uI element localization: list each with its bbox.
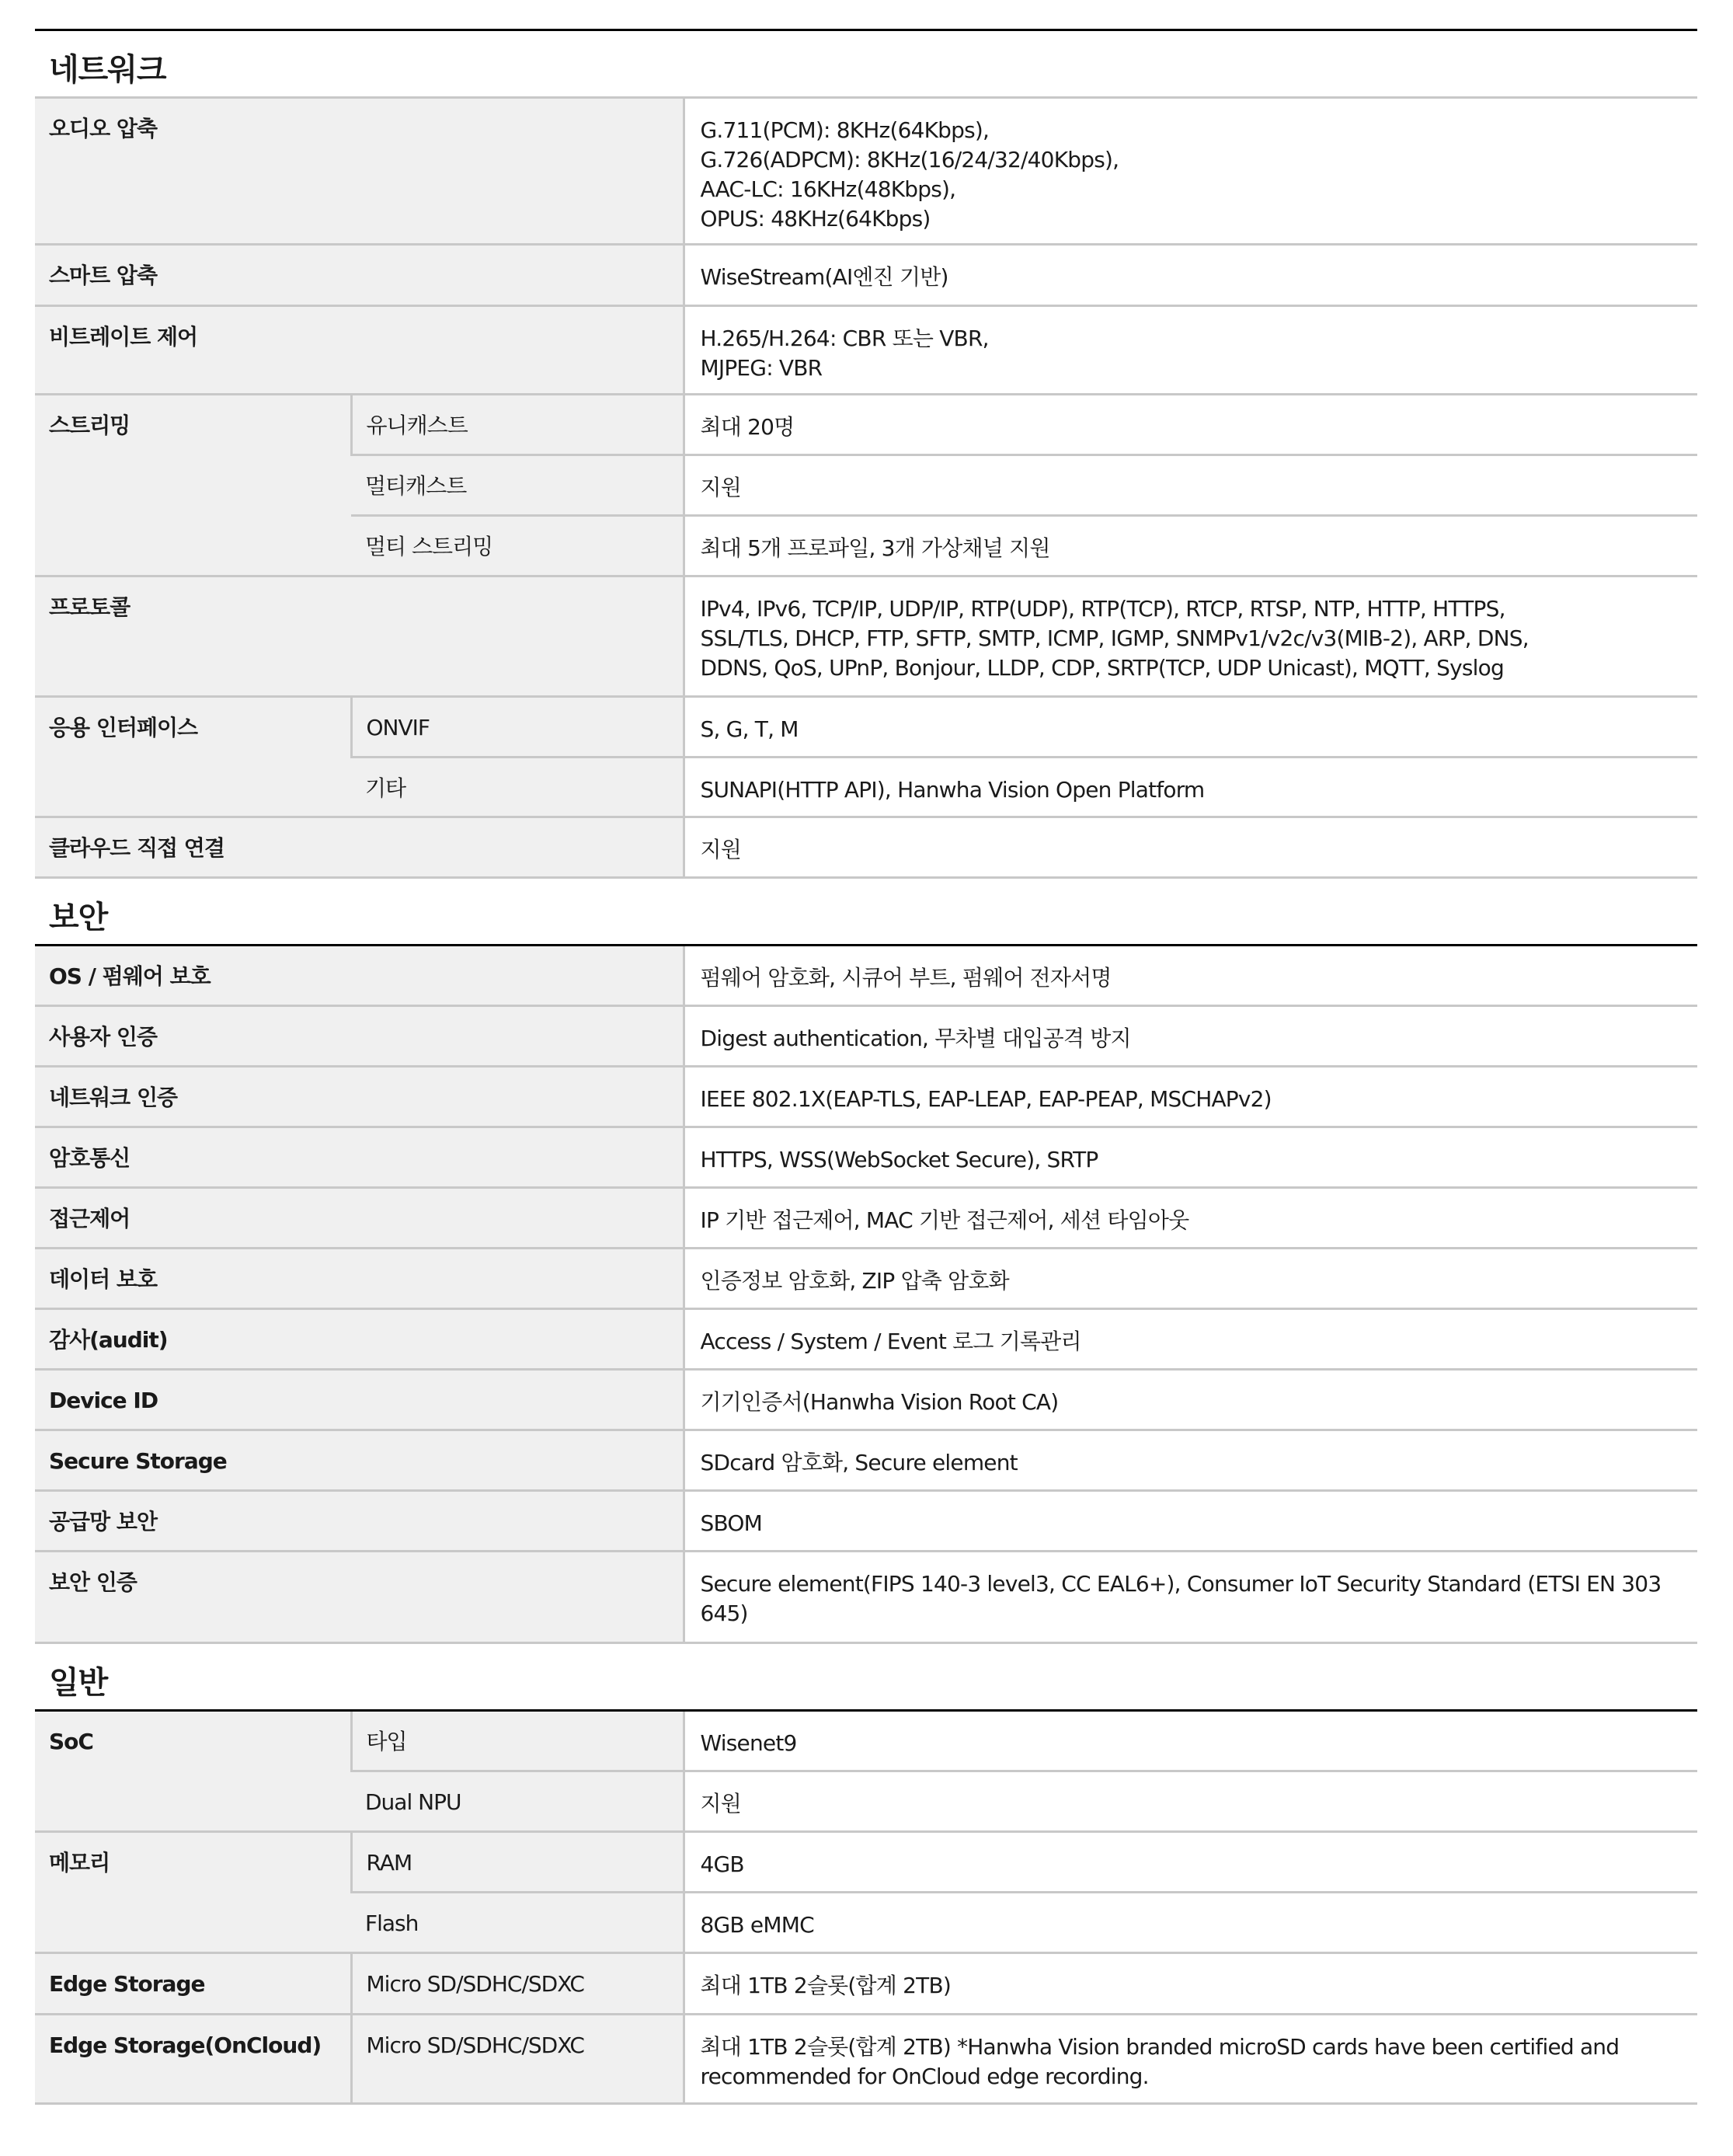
row-label: 데이터 보호 — [35, 1249, 684, 1309]
row-sublabel: 유니캐스트 — [351, 395, 684, 455]
row-security — [35, 1067, 1697, 1127]
row-security — [35, 1249, 1697, 1309]
row-bitrate-control — [35, 306, 1697, 395]
row-label: 스마트 압축 — [35, 245, 684, 306]
row-sublabel: Micro SD/SDHC/SDXC — [351, 2015, 684, 2104]
row-security — [35, 946, 1697, 1006]
row-label: 비트레이트 제어 — [35, 306, 684, 395]
row-sublabel: 타입 — [351, 1711, 684, 1771]
row-label: 프로토콜 — [35, 576, 684, 697]
row-security — [35, 1309, 1697, 1370]
row-label: Secure Storage — [35, 1430, 684, 1491]
row-value — [684, 98, 1697, 245]
value-line: MJPEG: VBR — [700, 355, 823, 381]
row-label: Edge Storage(OnCloud) — [35, 2015, 351, 2104]
row-label: 공급망 보안 — [35, 1491, 684, 1552]
value-line: H.265/H.264: CBR 또는 VBR, — [700, 326, 989, 351]
section-header-security — [35, 878, 1697, 946]
row-label: 암호통신 — [35, 1127, 684, 1188]
section-header-general — [35, 1643, 1697, 1711]
row-value: SBOM — [684, 1491, 1697, 1552]
row-memory-ram — [35, 1832, 1697, 1893]
row-security — [35, 1491, 1697, 1552]
row-security — [35, 1370, 1697, 1430]
row-value: Secure element(FIPS 140-3 level3, CC EAL6+), Consumer IoT Security Standard (ETSI EN 303 645) — [684, 1552, 1697, 1643]
row-value: 최대 20명 — [684, 395, 1697, 455]
row-value: 최대 1TB 2슬롯(합계 2TB) — [684, 1953, 1697, 2015]
section-title: 네트워크 — [49, 52, 166, 88]
row-label: 사용자 인증 — [35, 1006, 684, 1067]
row-label: 접근제어 — [35, 1188, 684, 1249]
row-label: 메모리 — [35, 1832, 351, 1953]
row-value — [684, 306, 1697, 395]
row-sublabel: 멀티 스트리밍 — [351, 516, 684, 576]
row-label: 보안 인증 — [35, 1552, 684, 1643]
row-label: 스트리밍 — [35, 395, 351, 576]
row-label: 감사(audit) — [35, 1309, 684, 1370]
row-protocol — [35, 576, 1697, 697]
section-title: 보안 — [49, 900, 108, 935]
row-value: 지원 — [684, 1771, 1697, 1832]
row-sublabel: 기타 — [351, 758, 684, 817]
row-security — [35, 1430, 1697, 1491]
row-smart-compression — [35, 245, 1697, 306]
row-label: Edge Storage — [35, 1953, 351, 2015]
row-streaming-unicast — [35, 395, 1697, 455]
section-title: 일반 — [49, 1665, 108, 1701]
row-value: 8GB eMMC — [684, 1893, 1697, 1953]
row-sublabel: RAM — [351, 1832, 684, 1893]
row-security — [35, 1188, 1697, 1249]
row-value: SDcard 암호화, Secure element — [684, 1430, 1697, 1491]
row-sublabel: ONVIF — [351, 697, 684, 758]
row-label: SoC — [35, 1711, 351, 1832]
row-value: 4GB — [684, 1832, 1697, 1893]
row-value: 기기인증서(Hanwha Vision Root CA) — [684, 1370, 1697, 1430]
row-soc-type — [35, 1711, 1697, 1771]
row-value: S, G, T, M — [684, 697, 1697, 758]
row-label: 오디오 압축 — [35, 98, 684, 245]
row-value: HTTPS, WSS(WebSocket Secure), SRTP — [684, 1127, 1697, 1188]
row-audio-compression — [35, 98, 1697, 245]
row-value: 최대 5개 프로파일, 3개 가상채널 지원 — [684, 516, 1697, 576]
row-value — [684, 576, 1697, 697]
value-line: G.711(PCM): 8KHz(64Kbps), — [700, 117, 990, 143]
row-label: 네트워크 인증 — [35, 1067, 684, 1127]
row-cloud-direct — [35, 817, 1697, 878]
value-line: DDNS, QoS, UPnP, Bonjour, LLDP, CDP, SRTP(TCP, UDP Unicast), MQTT, Syslog — [700, 655, 1504, 681]
row-value: 지원 — [684, 455, 1697, 516]
row-value: WiseStream(AI엔진 기반) — [684, 245, 1697, 306]
row-value: IEEE 802.1X(EAP-TLS, EAP-LEAP, EAP-PEAP, MSCHAPv2) — [684, 1067, 1697, 1127]
row-value: SUNAPI(HTTP API), Hanwha Vision Open Platform — [684, 758, 1697, 817]
value-line: AAC-LC: 16KHz(48Kbps), — [700, 176, 956, 202]
row-app-interface-onvif — [35, 697, 1697, 758]
row-sublabel: Dual NPU — [351, 1771, 684, 1832]
row-value: IP 기반 접근제어, MAC 기반 접근제어, 세션 타임아웃 — [684, 1188, 1697, 1249]
row-label: Device ID — [35, 1370, 684, 1430]
row-edge-storage-oncloud — [35, 2015, 1697, 2104]
value-line: G.726(ADPCM): 8KHz(16/24/32/40Kbps), — [700, 147, 1119, 172]
row-value: 최대 1TB 2슬롯(합계 2TB) *Hanwha Vision branded microSD cards have been certified and recommended for OnCloud edge recording. — [684, 2015, 1697, 2104]
spec-table-container — [35, 29, 1697, 2105]
row-label: 클라우드 직접 연결 — [35, 817, 684, 878]
row-sublabel: Flash — [351, 1893, 684, 1953]
row-label: 응용 인터페이스 — [35, 697, 351, 817]
row-value: Wisenet9 — [684, 1711, 1697, 1771]
row-value: 인증정보 암호화, ZIP 압축 암호화 — [684, 1249, 1697, 1309]
row-security — [35, 1006, 1697, 1067]
row-sublabel: Micro SD/SDHC/SDXC — [351, 1953, 684, 2015]
row-value: 펌웨어 암호화, 시큐어 부트, 펌웨어 전자서명 — [684, 946, 1697, 1006]
row-edge-storage — [35, 1953, 1697, 2015]
value-line: IPv4, IPv6, TCP/IP, UDP/IP, RTP(UDP), RTP(TCP), RTCP, RTSP, NTP, HTTP, HTTPS, — [700, 596, 1505, 622]
row-value: Access / System / Event 로그 기록관리 — [684, 1309, 1697, 1370]
row-label: OS / 펌웨어 보호 — [35, 946, 684, 1006]
value-line: OPUS: 48KHz(64Kbps) — [700, 206, 931, 232]
row-value: 지원 — [684, 817, 1697, 878]
value-line: SSL/TLS, DHCP, FTP, SFTP, SMTP, ICMP, IGMP, SNMPv1/v2c/v3(MIB-2), ARP, DNS, — [700, 625, 1529, 651]
row-security — [35, 1552, 1697, 1643]
row-sublabel: 멀티캐스트 — [351, 455, 684, 516]
row-value: Digest authentication, 무차별 대입공격 방지 — [684, 1006, 1697, 1067]
row-security — [35, 1127, 1697, 1188]
spec-table — [35, 29, 1697, 2105]
section-header-network — [35, 30, 1697, 98]
